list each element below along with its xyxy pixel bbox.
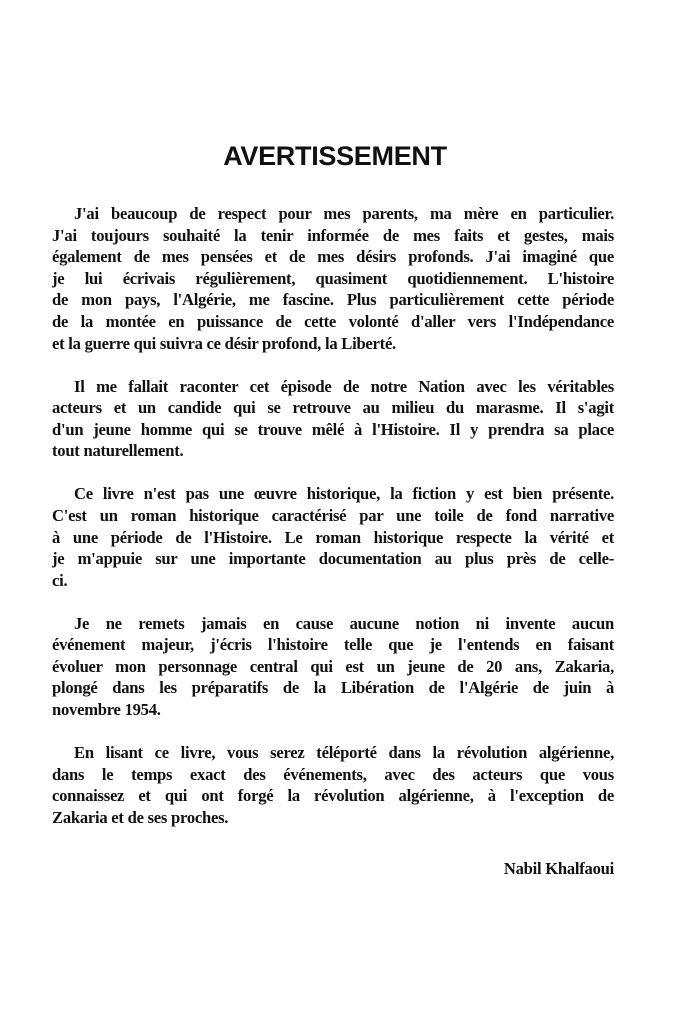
text-line: d'un jeune homme qui se trouve mêlé à l'Histoire. Il y prendra sa place [52, 419, 614, 439]
text-line: tout naturellement. [52, 441, 184, 461]
text-line: En lisant ce livre, vous serez téléporté dans la révolution algérienne, [74, 743, 614, 763]
text-line: ci. [52, 570, 68, 590]
paragraph [52, 203, 614, 354]
text-line: à une période de l'Histoire. Le roman historique respecte la vérité et [52, 527, 614, 547]
author-signature: Nabil Khalfaoui [503, 859, 614, 879]
text-line: C'est un roman historique caractérisé par une toile de fond narrative [52, 505, 614, 525]
text-line: Il me fallait raconter cet épisode de notre Nation avec les véritables [74, 376, 614, 396]
text-line: J'ai beaucoup de respect pour mes parents, ma mère en particulier. [74, 204, 614, 223]
page-title: AVERTISSEMENT [223, 141, 447, 171]
text-line: dans le temps exact des événements, avec des acteurs que vous [52, 764, 614, 784]
text-line: je m'appuie sur une importante documentation au plus près de celle- [52, 549, 614, 569]
text-line: Ce livre n'est pas une œuvre historique, la fiction y est bien présente. [74, 484, 614, 504]
text-line: je lui écrivais régulièrement, quasiment quotidiennement. L'histoire [52, 268, 614, 288]
paragraph [52, 742, 614, 828]
text-line: J'ai toujours souhaité la tenir informée de mes faits et gestes, mais [52, 225, 614, 245]
text-line: Zakaria et de ses proches. [52, 807, 229, 827]
paragraph [52, 376, 614, 462]
text-line: événement majeur, j'écris l'histoire telle que je l'entends en faisant [52, 635, 614, 655]
text-line: connaissez et qui ont forgé la révolution algérienne, à l'exception de [52, 786, 614, 806]
text-line: également de mes pensées et de mes désirs profonds. J'ai imaginé que [52, 247, 614, 267]
text-line: et la guerre qui suivra ce désir profond, la Liberté. [52, 333, 396, 353]
text-line: novembre 1954. [52, 700, 161, 720]
text-line: plongé dans les préparatifs de la Libération de l'Algérie de juin à [52, 678, 614, 698]
document-body [52, 203, 614, 880]
text-line: Je ne remets jamais en cause aucune notion ni invente aucun [74, 613, 614, 633]
text-line: acteurs et un candide qui se retrouve au milieu du marasme. Il s'agit [52, 398, 614, 418]
text-line: de mon pays, l'Algérie, me fascine. Plus particulièrement cette période [52, 290, 614, 310]
paragraph [52, 613, 614, 721]
paragraph [52, 483, 614, 591]
text-line: de la montée en puissance de cette volonté d'aller vers l'Indépendance [52, 311, 614, 331]
text-line: évoluer mon personnage central qui est un jeune de 20 ans, Zakaria, [52, 656, 614, 676]
